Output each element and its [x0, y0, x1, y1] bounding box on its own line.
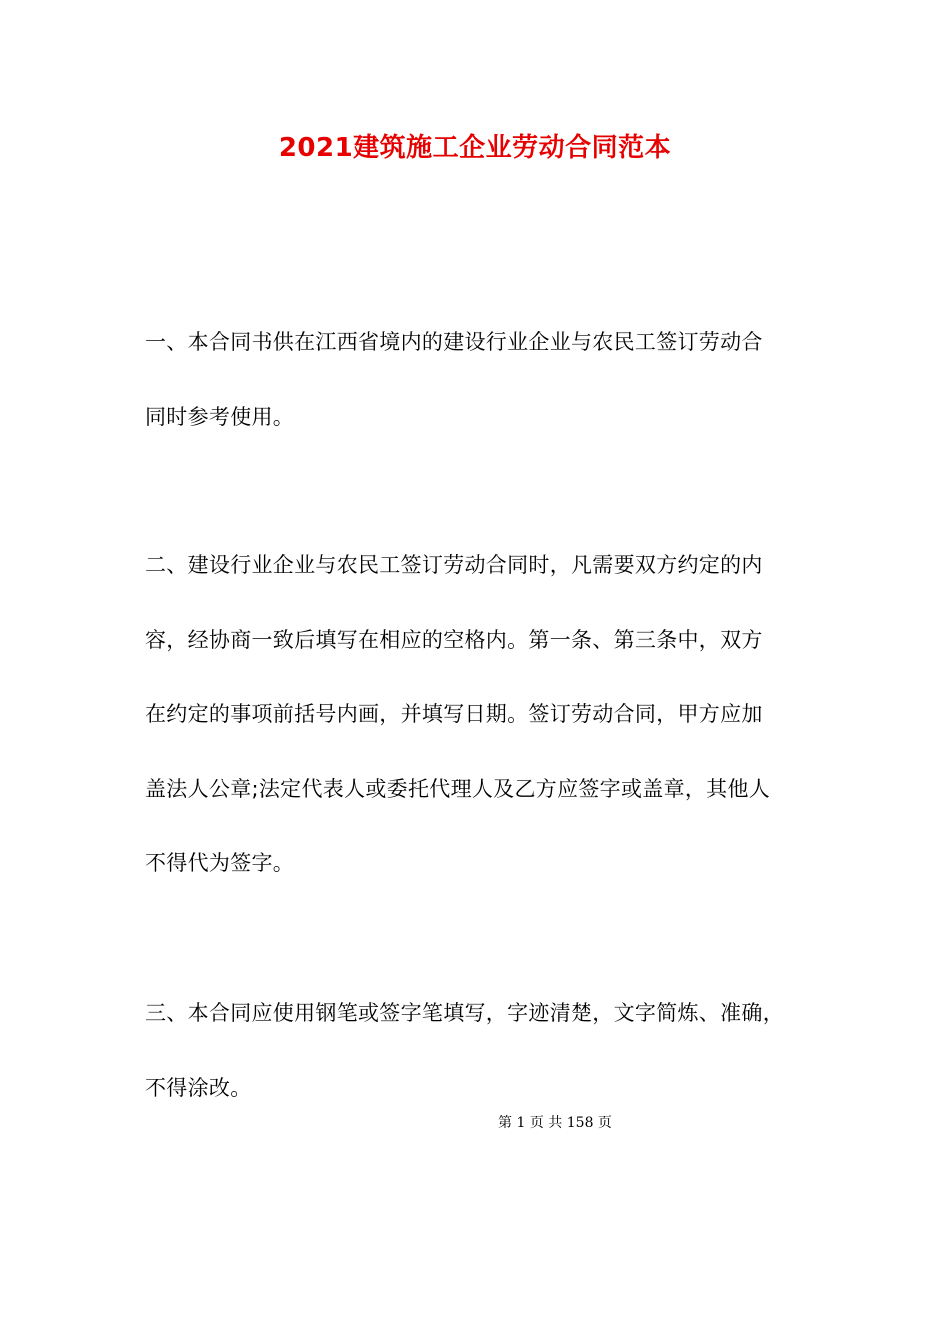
- paragraph-1: [145, 305, 835, 454]
- document-title: 2021建筑施工企业劳动合同范本: [278, 133, 672, 163]
- page-number-footer: 第 1 页 共 158 页: [498, 1115, 612, 1131]
- paragraph-line: 二、建设行业企业与农民工签订劳动合同时，凡需要双方约定的内: [145, 553, 763, 577]
- paragraph-line: 不得涂改。: [145, 1075, 252, 1100]
- paragraph-line: 三、本合同应使用钢笔或签字笔填写，字迹清楚，文字简炼、准确，: [145, 1001, 784, 1025]
- paragraph-line: 不得代为签字。: [145, 851, 295, 875]
- paragraph-line: 一、本合同书供在江西省境内的建设行业企业与农民工签订劳动合: [145, 330, 763, 354]
- paragraph-line: 盖法人公章;法定代表人或委托代理人及乙方应签字或盖章，其他人: [145, 776, 771, 801]
- paragraph-3: [145, 976, 835, 1125]
- paragraph-line: 容，经协商一致后填写在相应的空格内。第一条、第三条中，双方: [145, 627, 763, 652]
- paragraph-line: 在约定的事项前括号内画，并填写日期。签订劳动合同，甲方应加: [145, 702, 763, 726]
- paragraph-2: [145, 528, 835, 901]
- paragraph-line: 同时参考使用。: [145, 404, 295, 429]
